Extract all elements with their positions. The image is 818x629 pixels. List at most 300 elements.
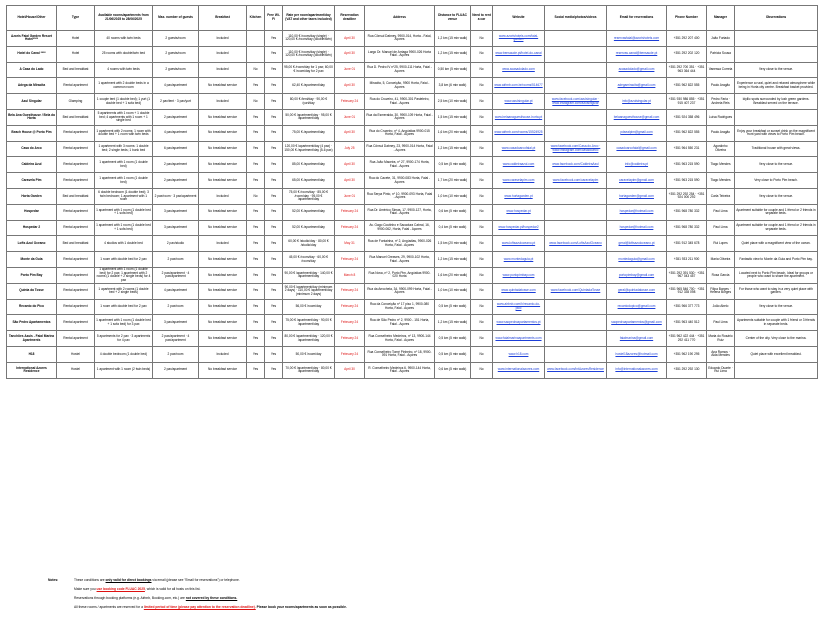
table-cell-address: Rua de São Pedro nº 2, 9900 - 151 Horta, Faial - Açores bbox=[365, 315, 435, 331]
table-cell-rooms: 5 apartments for 2 pax · 3 apartments for 4 pax bbox=[95, 331, 153, 347]
table-cell-guests: 2 guests/room bbox=[153, 62, 199, 78]
table-cell-deadline: April 30 bbox=[335, 173, 365, 189]
table-cell-deadline: June 01 bbox=[335, 109, 365, 125]
table-cell-phone: +351 968 780 332 bbox=[667, 220, 707, 236]
table-cell-name: Caldeira Azul bbox=[7, 157, 57, 173]
table-cell-kitchen: Yes bbox=[247, 299, 265, 315]
table-cell-kitchen bbox=[247, 46, 265, 62]
table-cell-kitchen: Yes bbox=[247, 315, 265, 331]
table-cell-type: Rental apartment bbox=[57, 315, 95, 331]
table-cell-phone: +351 962 822 555 bbox=[667, 125, 707, 141]
table-cell-name: Azul Singular bbox=[7, 94, 57, 110]
table-cell-car: No bbox=[471, 62, 493, 78]
table-row bbox=[7, 220, 818, 236]
table-cell-rate: 110,00 € /room/day (single) · 120,00 € /room/day (double/twin) bbox=[283, 31, 335, 47]
table-cell-wifi: Yes bbox=[265, 157, 283, 173]
table-cell-deadline: April 30 bbox=[335, 157, 365, 173]
note-text: Reservations through booking platforms (e.g. Airbnb, Booking.com, etc.) are bbox=[74, 596, 186, 600]
table-cell-guests: 2 pax/room bbox=[153, 299, 199, 315]
social-link[interactable] bbox=[545, 125, 607, 141]
table-cell-kitchen: No bbox=[247, 94, 265, 110]
table-cell-type: Rental apartment bbox=[57, 141, 95, 157]
table-cell-wifi: Yes bbox=[265, 46, 283, 62]
table-cell-kitchen: Yes bbox=[247, 109, 265, 125]
social-link[interactable]: www.facebook.com/QuintadaTosse bbox=[545, 283, 607, 299]
table-cell-wifi: Yes bbox=[265, 204, 283, 220]
table-cell-address: R. Conselheiro Medeiros 6, 9900-144 Horta, Faial - Açores bbox=[365, 362, 435, 378]
table-cell-name: Bela Ana Guesthouse / Bela da Horta bbox=[7, 109, 57, 125]
social-link[interactable] bbox=[545, 188, 607, 204]
table-header bbox=[7, 6, 818, 31]
table-cell-obs: Very close to the venue. bbox=[735, 299, 818, 315]
email-link[interactable]: recantodopico@gmail.com bbox=[607, 299, 667, 315]
website-link[interactable]: www.montedaguia.pt bbox=[493, 252, 545, 268]
table-cell-address: Rua da Esmeralda, 30, 9900-109 Horta, Faial - Açores bbox=[365, 109, 435, 125]
table-cell-rooms: 1 room with double bed for 2 pax bbox=[95, 252, 153, 268]
table-cell-car: No bbox=[471, 346, 493, 362]
table-cell-type: Bed and breakfast bbox=[57, 188, 95, 204]
table-cell-breakfast: No breakfast service bbox=[199, 109, 247, 125]
social-link[interactable] bbox=[545, 299, 607, 315]
table-cell-rooms: 1 apartment with 2 double beds in a common room bbox=[95, 78, 153, 94]
website-link[interactable]: www.portopimbay.com bbox=[493, 267, 545, 283]
table-cell-rate: 50,00 € /apartment/day · 95,00 € /apartment/day bbox=[283, 109, 335, 125]
table-cell-kitchen: Yes bbox=[247, 204, 265, 220]
table-cell-breakfast: No breakfast service bbox=[199, 299, 247, 315]
table-cell-type: Hotel bbox=[57, 46, 95, 62]
table-cell-kitchen: Yes bbox=[247, 236, 265, 252]
table-cell-manager: Patrícia Sousa bbox=[707, 46, 735, 62]
table-cell-distance: 1,5 km (15 min walk) bbox=[435, 109, 471, 125]
website-link[interactable]: www.hortagarden.pt bbox=[493, 188, 545, 204]
table-row bbox=[7, 31, 818, 47]
table-cell-obs: Traditional house with great views. bbox=[735, 141, 818, 157]
table-cell-name: Recanto do Pico bbox=[7, 299, 57, 315]
table-cell-obs bbox=[735, 31, 818, 47]
table-cell-kitchen: Yes bbox=[247, 173, 265, 189]
social-link[interactable] bbox=[545, 46, 607, 62]
email-link[interactable]: montedaguia@gmail.com bbox=[607, 252, 667, 268]
email-link[interactable]: hospedar@hotmail.com bbox=[607, 204, 667, 220]
table-cell-guests: 2 pax/studio bbox=[153, 236, 199, 252]
note-text: Please book your rooms/apartments as soon as possible. bbox=[255, 605, 347, 609]
table-cell-guests: 2 guests/room bbox=[153, 46, 199, 62]
table-cell-phone: +351 966 377 773 bbox=[667, 299, 707, 315]
table-cell-address: Rua D. Pedro IV nº25, 9900-111 Horta, Faial - Açores bbox=[365, 62, 435, 78]
website-link[interactable]: www.saopedroapartamentos.pt bbox=[493, 315, 545, 331]
table-row bbox=[7, 94, 818, 110]
column-header: Distance to FLUAC venue bbox=[435, 6, 471, 31]
column-header: Phone Number bbox=[667, 6, 707, 31]
table-cell-type: Bed and breakfast bbox=[57, 109, 95, 125]
table-cell-manager: Maria Oliveira bbox=[707, 252, 735, 268]
table-cell-deadline: May 31 bbox=[335, 236, 365, 252]
table-cell-name: H18 bbox=[7, 346, 57, 362]
table-cell-type: Rental apartment bbox=[57, 331, 95, 347]
table-cell-wifi: Yes bbox=[265, 109, 283, 125]
table-cell-obs: Very close to the venue. bbox=[735, 188, 818, 204]
social-link[interactable]: www.facebook.com/azulsingular · www.instagram.com/azulsingular bbox=[545, 94, 607, 110]
table-cell-name: International Azores Residence bbox=[7, 362, 57, 378]
website-link[interactable]: www.loftsazuloceano.pt bbox=[493, 236, 545, 252]
table-cell-rooms: 4 rooms with twin beds bbox=[95, 62, 153, 78]
table-cell-breakfast: Included bbox=[199, 62, 247, 78]
table-row bbox=[7, 236, 818, 252]
email-link[interactable]: faialmarina@gmail.com bbox=[607, 331, 667, 347]
table-cell-deadline: June 01 bbox=[335, 62, 365, 78]
table-cell-type: Rental apartment bbox=[57, 78, 95, 94]
table-cell-deadline: February 24 bbox=[335, 204, 365, 220]
table-cell-breakfast: No breakfast service bbox=[199, 173, 247, 189]
table-cell-name: Monte da Guia bbox=[7, 252, 57, 268]
table-cell-address: Rua do Cacete, 31, 9900-083 Horta, Faial - Açores bbox=[365, 173, 435, 189]
column-header: Breakfast bbox=[199, 6, 247, 31]
table-cell-breakfast: No breakfast service bbox=[199, 125, 247, 141]
email-link[interactable]: belaanaguesthouse@gmail.com bbox=[607, 109, 667, 125]
table-cell-rate: 75,00 € /apartment/day bbox=[283, 125, 335, 141]
website-link[interactable]: www.azorishotels.com/faial-garden bbox=[493, 31, 545, 47]
table-row bbox=[7, 252, 818, 268]
table-cell-car: No bbox=[471, 236, 493, 252]
email-link[interactable]: geral@loftsazuloceano.pt bbox=[607, 236, 667, 252]
table-cell-deadline: February 24 bbox=[335, 346, 365, 362]
social-link[interactable]: www.facebook.com/Casa.do.Arco · www.instagram.com/casadoarco bbox=[545, 141, 607, 157]
table-cell-breakfast: Included bbox=[199, 46, 247, 62]
table-cell-car: No bbox=[471, 220, 493, 236]
table-cell-name: Adega da Miracita bbox=[7, 78, 57, 94]
website-link[interactable]: www.quintadatosse.com bbox=[493, 283, 545, 299]
email-link[interactable]: info@caldeira.pt bbox=[607, 157, 667, 173]
social-link[interactable] bbox=[545, 220, 607, 236]
table-cell-obs: Center of the city. Very close to the marina. bbox=[735, 331, 818, 347]
email-link[interactable]: reservas.canal@bensaude.pt bbox=[607, 46, 667, 62]
website-link[interactable]: www.hospedar.pt bbox=[493, 204, 545, 220]
table-cell-phone: +351 963 440 512 bbox=[667, 315, 707, 331]
table-cell-phone: +351 292 391 530 · +351 967 043 457 bbox=[667, 267, 707, 283]
table-cell-deadline: February 24 bbox=[335, 220, 365, 236]
table-cell-name: Beach House @ Porto Pim bbox=[7, 125, 57, 141]
table-cell-distance: 0,6 km (5 min walk) bbox=[435, 362, 471, 378]
table-cell-guests: 6 pax/apartment bbox=[153, 141, 199, 157]
table-cell-address: Rua de Fontainha, nº 2, Angústias, 9900-026 Horta, Faial - Açores bbox=[365, 236, 435, 252]
table-cell-rate: 90,00 € /apartment/day (minimum 2 days) · 110,00 € /apartment/day (minimum 2 days) bbox=[283, 283, 335, 299]
social-link[interactable] bbox=[545, 267, 607, 283]
table-cell-breakfast: No breakfast service bbox=[199, 267, 247, 283]
table-cell-car: No bbox=[471, 299, 493, 315]
table-cell-kitchen: Yes bbox=[247, 252, 265, 268]
social-link[interactable] bbox=[545, 331, 607, 347]
table-cell-car: No bbox=[471, 173, 493, 189]
table-cell-wifi: Yes bbox=[265, 173, 283, 189]
social-link[interactable]: www.facebook.com/IntAzoresResidence bbox=[545, 362, 607, 378]
table-cell-manager: Eduardo Duarte · Rui Lima bbox=[707, 362, 735, 378]
table-cell-rooms: 1 apartment with 1 room (1 double bed) bbox=[95, 173, 153, 189]
table-cell-phone: +351 292 207 400 bbox=[667, 31, 707, 47]
table-cell-address: Rua João Maceira, nº 27, 9900-174 Horta, Faial - Açores bbox=[365, 157, 435, 173]
table-cell-breakfast: Included bbox=[199, 236, 247, 252]
table-cell-wifi: Yes bbox=[265, 220, 283, 236]
social-link[interactable] bbox=[545, 62, 607, 78]
table-row bbox=[7, 315, 818, 331]
table-cell-rate: 110,00 € /room/day (single) · 120,00 € /room/day (double/twin) bbox=[283, 46, 335, 62]
table-cell-phone: +351 962 190 295 bbox=[667, 346, 707, 362]
table-cell-car: No bbox=[471, 109, 493, 125]
social-link[interactable]: www.facebook.com/CaldeiraAzul bbox=[545, 157, 607, 173]
table-cell-guests: 4 pax/apartment bbox=[153, 78, 199, 94]
column-header: Need to rent a car bbox=[471, 6, 493, 31]
table-cell-obs: Located next to Porto Pim beach. Ideal for groups or people who want to share the apartment. bbox=[735, 267, 818, 283]
table-cell-deadline: July 25 bbox=[335, 141, 365, 157]
note-text: only valid for direct bookings bbox=[105, 578, 152, 582]
table-cell-guests: 2 pax/room bbox=[153, 252, 199, 268]
website-link[interactable]: www.internationalazores.com bbox=[493, 362, 545, 378]
table-cell-kitchen: Yes bbox=[247, 78, 265, 94]
table-cell-distance: 1,2 km (15 min walk) bbox=[435, 46, 471, 62]
table-cell-type: Rental apartment bbox=[57, 173, 95, 189]
table-cell-guests: 2 pax/apartment · 4 pax/apartment bbox=[153, 267, 199, 283]
table-cell-phone: +351 292 202 120 bbox=[667, 46, 707, 62]
note-text: Make sure you bbox=[74, 587, 97, 591]
table-cell-manager: Tiago Mendes bbox=[707, 157, 735, 173]
table-cell-wifi: Yes bbox=[265, 236, 283, 252]
table-cell-car: No bbox=[471, 125, 493, 141]
website-link[interactable]: www.caravelapim.com bbox=[493, 173, 545, 189]
column-header: Rate per room/apartment/day (VAT and other taxes included) bbox=[283, 6, 335, 31]
table-cell-manager: Paul Lima bbox=[707, 315, 735, 331]
note-text: use booking code FLUAC 2025 bbox=[96, 587, 145, 591]
website-link[interactable]: www.acasadolado.com bbox=[493, 62, 545, 78]
email-link[interactable]: hostel18azores@hotmail.com bbox=[607, 346, 667, 362]
table-cell-rate: 75,00 € /room/day · 85,00 € /room/day · 95,00 € /apartment/day bbox=[283, 188, 335, 204]
table-cell-rooms: 4 studios with 1 double bed bbox=[95, 236, 153, 252]
website-link[interactable]: www.azulsingular.pt bbox=[493, 94, 545, 110]
table-cell-distance: 1,6 km (20 min walk) bbox=[435, 267, 471, 283]
column-header: Email for reservations bbox=[607, 6, 667, 31]
table-cell-obs: Experience a rural, quiet and relaxed atmosphere while being in Horta city centre. Breakfast basket provided. bbox=[735, 78, 818, 94]
table-cell-distance: 1,5 km (20 min walk) bbox=[435, 236, 471, 252]
table-cell-type: Rental apartment bbox=[57, 157, 95, 173]
table-cell-distance: 1,2 km (15 min walk) bbox=[435, 315, 471, 331]
table-cell-wifi: Yes bbox=[265, 78, 283, 94]
email-link[interactable]: hospedar@hotmail.com bbox=[607, 220, 667, 236]
table-cell-distance: 2,5 km (10 min walk) bbox=[435, 94, 471, 110]
table-cell-deadline: February 24 bbox=[335, 283, 365, 299]
email-link[interactable]: saopedroapartamentos@gmail.com bbox=[607, 315, 667, 331]
table-cell-guests: 2 pax/room · 3 pax/apartment bbox=[153, 188, 199, 204]
table-cell-kitchen: Yes bbox=[247, 267, 265, 283]
email-link[interactable]: reservasfaial@azorishotels.com bbox=[607, 31, 667, 47]
table-cell-type: Hostel bbox=[57, 362, 95, 378]
table-cell-rate: 50,00 € /room/day bbox=[283, 346, 335, 362]
table-cell-phone: +351 292 700 351 · +351 963 364 444 bbox=[667, 62, 707, 78]
table-cell-breakfast: Included bbox=[199, 31, 247, 47]
table-cell-distance: 0,4 km (5 min walk) bbox=[435, 220, 471, 236]
email-link[interactable]: pdsealpim@gmail.com bbox=[607, 125, 667, 141]
email-link[interactable]: adegamiracita@gmail.com bbox=[607, 78, 667, 94]
table-cell-guests: 3 pax/apartment bbox=[153, 315, 199, 331]
table-cell-breakfast: No breakfast service bbox=[199, 252, 247, 268]
social-link[interactable] bbox=[545, 204, 607, 220]
table-cell-rooms: 1 apartment with 3 rooms: 1 double bed; 2 single beds; 1 bunk bed bbox=[95, 141, 153, 157]
table-cell-wifi: Yes bbox=[265, 362, 283, 378]
table-cell-kitchen: Yes bbox=[247, 283, 265, 299]
table-cell-kitchen: Yes bbox=[247, 346, 265, 362]
email-link[interactable]: geral@quintadatosse.com bbox=[607, 283, 667, 299]
website-link[interactable]: www.bensaude.pt/hotel-do-canal bbox=[493, 46, 545, 62]
table-cell-obs bbox=[735, 362, 818, 378]
table-body bbox=[7, 31, 818, 379]
table-cell-deadline: February 24 bbox=[335, 299, 365, 315]
table-cell-guests: 2 guests/room bbox=[153, 31, 199, 47]
column-header: Free Wi-Fi bbox=[265, 6, 283, 31]
table-cell-guests: 4 pax/apartment bbox=[153, 125, 199, 141]
table-cell-rate: 120,00 € /apartment/day (4 pax) · 150,00 € /apartment/day (5-6 pax) bbox=[283, 141, 335, 157]
table-cell-wifi: Yes bbox=[265, 267, 283, 283]
notes-title: Notes: bbox=[48, 578, 59, 582]
note-direct-booking bbox=[74, 578, 240, 582]
table-cell-phone: +351 968 780 332 bbox=[667, 204, 707, 220]
table-cell-obs: Fantastic view to Monte da Guia and Porto Pim bay. bbox=[735, 252, 818, 268]
social-link[interactable] bbox=[545, 78, 607, 94]
table-row bbox=[7, 78, 818, 94]
table-cell-rate: 95,00 € /room/day for 1 pax; 60,00 € /room/day for 2 pax bbox=[283, 62, 335, 78]
table-cell-obs: For those who want to stay in a very quiet place with garden. bbox=[735, 283, 818, 299]
email-link[interactable]: casadoarcofaial@gmail.com bbox=[607, 141, 667, 157]
table-cell-car: No bbox=[471, 157, 493, 173]
table-cell-car: No bbox=[471, 331, 493, 347]
table-cell-wifi: Yes bbox=[265, 125, 283, 141]
social-link[interactable] bbox=[545, 315, 607, 331]
column-header: Hotel/House/Other bbox=[7, 6, 57, 31]
email-link[interactable]: portopimbay@gmail.com bbox=[607, 267, 667, 283]
table-cell-guests: 4 pax/apartment bbox=[153, 283, 199, 299]
email-link[interactable]: info@azulsingular.pt bbox=[607, 94, 667, 110]
table-cell-car: No bbox=[471, 141, 493, 157]
note-text: limited period of time (please pay attention to the reservation deadline). bbox=[143, 605, 256, 609]
table-cell-breakfast: No breakfast service bbox=[199, 78, 247, 94]
social-link[interactable]: www.facebook.com/LoftsAzulOceano bbox=[545, 236, 607, 252]
table-cell-type: Glamping bbox=[57, 94, 95, 110]
table-cell-address: Rua do Cruzeiro, 41, 9900-301 Pasteleiro, Faial - Açores bbox=[365, 94, 435, 110]
table-cell-deadline: April 30 bbox=[335, 46, 365, 62]
table-row bbox=[7, 46, 818, 62]
table-cell-rooms: 1 apartment with 1 room (1 double bed + 1 sofa bed) bbox=[95, 204, 153, 220]
website-link[interactable]: www.airbnb.com/rooms/15524925 bbox=[493, 125, 545, 141]
table-cell-obs bbox=[735, 109, 818, 125]
table-cell-phone: +351 965 546 700 · +351 912 335 098 bbox=[667, 283, 707, 299]
email-link[interactable]: caravelapim@gmail.com bbox=[607, 173, 667, 189]
table-cell-kitchen: Yes bbox=[247, 157, 265, 173]
social-link[interactable] bbox=[545, 31, 607, 47]
table-cell-guests: 2 pax/apartment bbox=[153, 362, 199, 378]
table-cell-type: Rental apartment bbox=[57, 267, 95, 283]
table-cell-manager: Carla Teixeira bbox=[707, 188, 735, 204]
website-link[interactable]: www.caldeiraazul.com bbox=[493, 157, 545, 173]
table-cell-type: Rental apartment bbox=[57, 125, 95, 141]
table-cell-distance: 0,5 km (5 min walk) bbox=[435, 331, 471, 347]
table-cell-rate: 52,00 € /apartment/day bbox=[283, 220, 335, 236]
table-cell-obs: Idyllic spots surrounded by lush green gardens. Breakfast served on the terrace. bbox=[735, 94, 818, 110]
table-cell-type: Bed and breakfast bbox=[57, 62, 95, 78]
column-header: Social media/photos/videos bbox=[545, 6, 607, 31]
table-cell-rooms: 1 apartment with 1 room (1 double bed + 1 sofa bed) for 3 pax bbox=[95, 315, 153, 331]
table-cell-breakfast: No breakfast service bbox=[199, 283, 247, 299]
column-header: Kitchen bbox=[247, 6, 265, 31]
table-cell-wifi: Yes bbox=[265, 94, 283, 110]
table-cell-phone: +351 912 345 678 bbox=[667, 236, 707, 252]
social-link[interactable]: www.facebook.com/caravelapim bbox=[545, 173, 607, 189]
table-cell-manager: Paulo Aragão bbox=[707, 125, 735, 141]
table-cell-wifi: Yes bbox=[265, 315, 283, 331]
table-cell-breakfast: Included bbox=[199, 346, 247, 362]
table-row bbox=[7, 346, 818, 362]
table-cell-phone: +351 930 986 855 · +351 915 407 237 bbox=[667, 94, 707, 110]
table-cell-manager: Paul Lima bbox=[707, 220, 735, 236]
table-cell-car: No bbox=[471, 46, 493, 62]
table-cell-manager: Luísa Rodrigues bbox=[707, 109, 735, 125]
table-cell-wifi: Yes bbox=[265, 31, 283, 47]
table-cell-kitchen: Yes bbox=[247, 331, 265, 347]
table-cell-rate: 45,00 € /room/day · 60,00 € /room/day bbox=[283, 252, 335, 268]
website-link[interactable]: www.belaanaguesthouse-horta.pt bbox=[493, 109, 545, 125]
social-link[interactable] bbox=[545, 252, 607, 268]
website-link[interactable]: www.casadoarcofaial.pt bbox=[493, 141, 545, 157]
table-cell-name: Hospedar 2 bbox=[7, 220, 57, 236]
website-link[interactable]: www.h18.com bbox=[493, 346, 545, 362]
table-row bbox=[7, 173, 818, 189]
table-cell-name: Quinta da Tosse bbox=[7, 283, 57, 299]
table-cell-address: Rua da Conceição nº 17 piso 1, 9900-080 Horta, Faial - Açores bbox=[365, 299, 435, 315]
table-cell-breakfast: No breakfast service bbox=[199, 220, 247, 236]
note-limited-period bbox=[74, 605, 347, 609]
table-cell-rooms: 1 apartment with 1 room (1 double bed) bbox=[95, 157, 153, 173]
table-cell-obs: Quiet place with a magnificent view of the ocean. bbox=[735, 236, 818, 252]
email-link[interactable]: acasadolado@gmail.com bbox=[607, 62, 667, 78]
table-cell-deadline: April 30 bbox=[335, 125, 365, 141]
column-header: Manager bbox=[707, 6, 735, 31]
table-cell-address: Rua Cônsul Dabney, 23, 9900-014 Horta, Faial - Açores bbox=[365, 141, 435, 157]
table-cell-car: No bbox=[471, 31, 493, 47]
table-cell-distance: 1,2 km (15 min walk) bbox=[435, 141, 471, 157]
social-link[interactable] bbox=[545, 346, 607, 362]
table-row bbox=[7, 204, 818, 220]
note-text: not covered by these conditions. bbox=[185, 596, 238, 600]
table-cell-manager: Tiago Mendes bbox=[707, 173, 735, 189]
website-link[interactable]: www.faialmarinaapartments.com bbox=[493, 331, 545, 347]
note-text: These conditions are bbox=[74, 578, 106, 582]
website-link[interactable]: www.hospedar.pt/hospedar2 bbox=[493, 220, 545, 236]
table-cell-type: Rental apartment bbox=[57, 220, 95, 236]
social-link[interactable] bbox=[545, 109, 607, 125]
table-row bbox=[7, 125, 818, 141]
table-cell-car: No bbox=[471, 188, 493, 204]
website-link[interactable]: www.airbnb.com/h/recanto-do-pico bbox=[493, 299, 545, 315]
table-cell-car: No bbox=[471, 252, 493, 268]
table-cell-address: Miracita, 5, Conceição, 9900 Horta, Faial - Açores bbox=[365, 78, 435, 94]
table-cell-name: Lofts Azul Oceano bbox=[7, 236, 57, 252]
table-cell-wifi: Yes bbox=[265, 62, 283, 78]
website-link[interactable]: www.airbnb.com.br/rooms/514677 bbox=[493, 78, 545, 94]
table-cell-phone: +351 292 292 130 bbox=[667, 362, 707, 378]
email-link[interactable]: hortagarden@gmail.com bbox=[607, 188, 667, 204]
table-cell-wifi: Yes bbox=[265, 141, 283, 157]
table-cell-breakfast: No breakfast service bbox=[199, 315, 247, 331]
table-cell-rooms: 25 rooms with double/twin bed bbox=[95, 46, 153, 62]
table-cell-manager: Paulo Aragão bbox=[707, 78, 735, 94]
table-cell-rooms: 6 double bedroom (1 double bed); 3 twin bedroom; 1 apartment with 1 room bbox=[95, 188, 153, 204]
table-cell-breakfast: Included bbox=[199, 188, 247, 204]
email-link[interactable]: info@internationalazores.com bbox=[607, 362, 667, 378]
